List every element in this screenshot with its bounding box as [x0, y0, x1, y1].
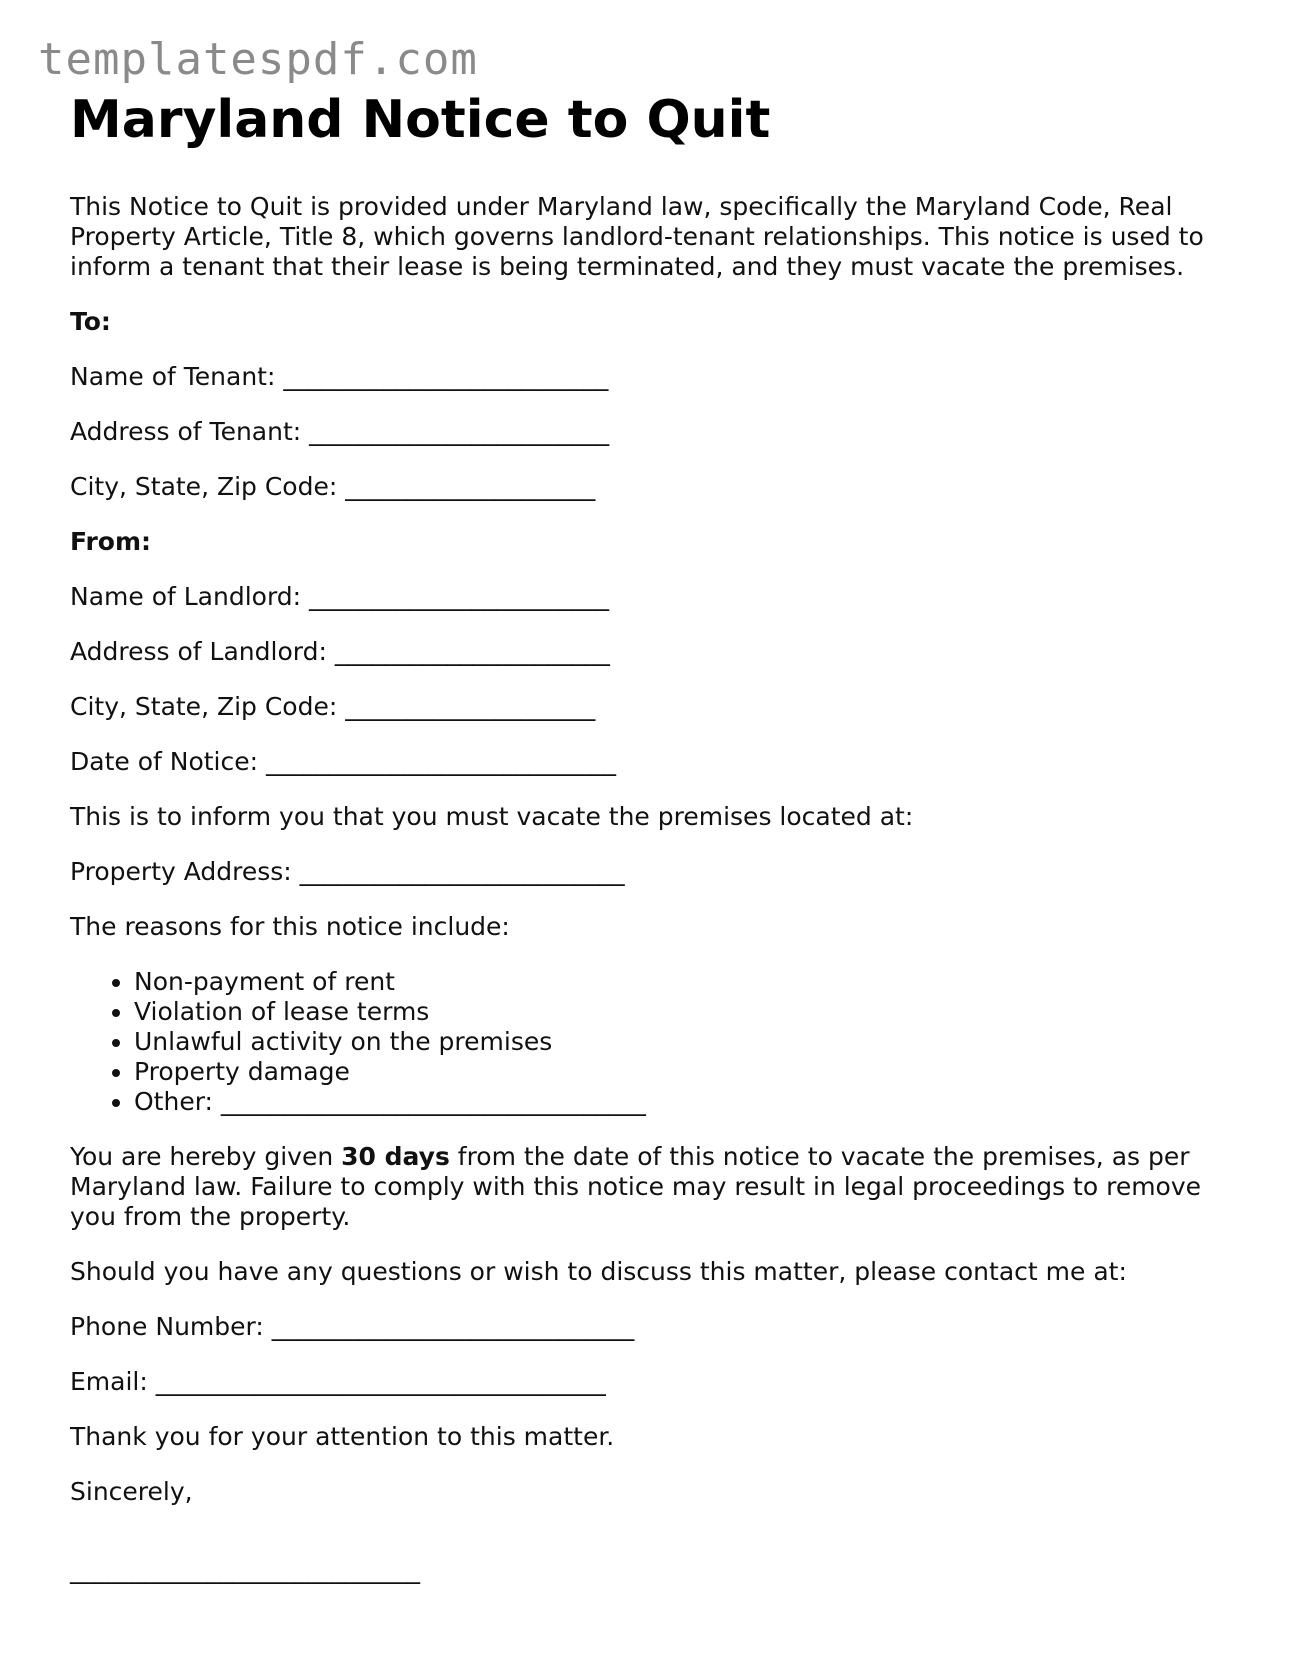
email-field: Email: ____________________________________: [70, 1367, 606, 1396]
reasons-list: [70, 967, 1230, 1117]
tenant-address-field: Address of Tenant: ________________________: [70, 417, 610, 446]
document-title: Maryland Notice to Quit: [70, 90, 771, 150]
tenant-name-field: Name of Tenant: __________________________: [70, 362, 609, 391]
tenant-city-field: City, State, Zip Code: ____________________: [70, 472, 596, 501]
notice-period-text-after: from the date of this notice to vacate the premises, as per Maryland law. Failure to comply with this notice may result in legal proceedings to remove you from the property.: [70, 1142, 1202, 1231]
date-of-notice-field: Date of Notice: ____________________________: [70, 747, 616, 776]
list-item: • Violation of lease terms: [134, 997, 1230, 1027]
reasons-intro: The reasons for this notice include:: [70, 912, 510, 941]
to-heading: To:: [70, 307, 111, 336]
list-item: • Non-payment of rent: [134, 967, 1230, 997]
list-item: • Property damage: [134, 1057, 1230, 1087]
list-item: • Unlawful activity on the premises: [134, 1027, 1230, 1057]
from-heading: From:: [70, 527, 152, 556]
landlord-name-field: Name of Landlord: ________________________: [70, 582, 610, 611]
intro-paragraph: This Notice to Quit is provided under Maryland law, specifically the Maryland Code, Real Property Article, Title 8, which governs landlord-tenant relationships. This notice is used to inform a tenant that their lease is being terminated, and they must vacate the premises.: [70, 192, 1204, 281]
signature-line: ____________________________: [70, 1555, 420, 1584]
inform-text: This is to inform you that you must vacate the premises located at:: [70, 802, 914, 831]
contact-intro: Should you have any questions or wish to discuss this matter, please contact me at:: [70, 1257, 1127, 1286]
thanks-text: Thank you for your attention to this matter.: [70, 1422, 615, 1451]
notice-period-paragraph: [70, 1142, 1230, 1232]
property-address-field: Property Address: __________________________: [70, 857, 625, 886]
notice-period-text-before: You are hereby given: [70, 1142, 342, 1171]
landlord-address-field: Address of Landlord: ______________________: [70, 637, 610, 666]
closing-text: Sincerely,: [70, 1477, 193, 1506]
notice-period-days: 30 days: [341, 1142, 450, 1171]
landlord-city-field: City, State, Zip Code: ____________________: [70, 692, 596, 721]
document-page: [70, 88, 1230, 1585]
phone-field: Phone Number: _____________________________: [70, 1312, 635, 1341]
list-item: • Other: __________________________________: [134, 1087, 1230, 1117]
watermark: templatespdf.com: [38, 34, 478, 85]
